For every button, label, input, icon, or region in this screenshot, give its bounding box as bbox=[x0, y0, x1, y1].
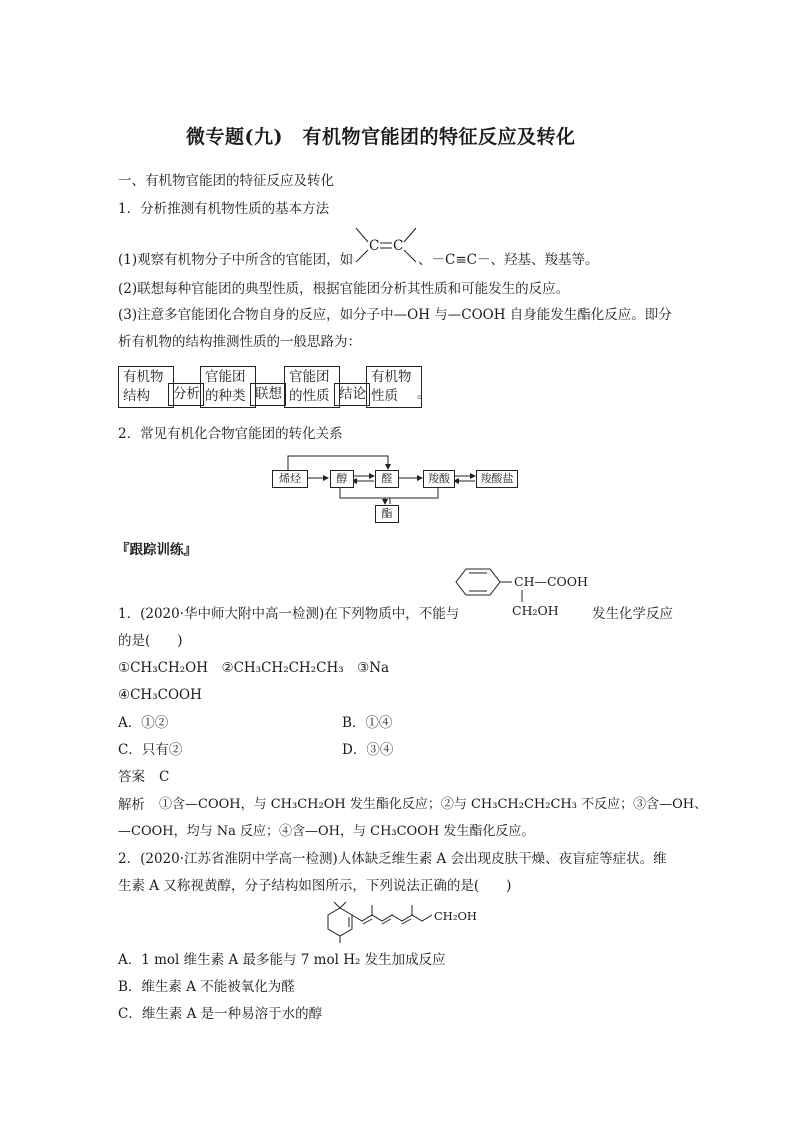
alkene-carbon-right: C bbox=[393, 238, 404, 254]
q1-stem-a: 1．(2020·华中师大附中高一检测)在下列物质中，不能与 bbox=[118, 606, 460, 622]
page-title: 微专题(九) 有机物官能团的特征反应及转化 bbox=[186, 126, 576, 148]
q2-choice-c: C．维生素 A 是一种易溶于水的醇 bbox=[118, 1006, 323, 1022]
flow-box-group-type bbox=[200, 366, 256, 408]
q1-choice-d: D．③④ bbox=[342, 742, 394, 758]
q1-options-1: ①CH₃CH₂OH ②CH₃CH₂CH₂CH₃ ③Na bbox=[118, 660, 390, 676]
alkene-carbon-left: C bbox=[369, 238, 380, 254]
line3b: 析有机物的结构推测性质的一般思路为： bbox=[118, 334, 361, 350]
flow-box-property bbox=[366, 366, 422, 408]
q1-stem-b: 发生化学反应 bbox=[592, 606, 673, 622]
node-salt: 羧酸盐 bbox=[476, 470, 518, 488]
benzene-ring-icon bbox=[455, 567, 501, 597]
line3a: (3)注意多官能团化合物自身的反应，如分子中—OH 与—COOH 自身能发生酯化反应。即分 bbox=[118, 307, 672, 323]
practice-heading bbox=[116, 541, 197, 559]
alkene-structure-icon bbox=[354, 226, 418, 266]
q1-stem-c: 的是( ) bbox=[118, 633, 183, 649]
practice-heading-text: 跟踪训练 bbox=[129, 542, 184, 558]
q1-choice-c: C．只有② bbox=[118, 742, 183, 758]
flow-box-property-l1: 有机物 bbox=[371, 369, 412, 385]
flow-box-group-type-l2: 的种类 bbox=[205, 388, 246, 404]
vitamin-a-structure-icon bbox=[318, 901, 438, 945]
flow-box-group-property-l2: 的性质 bbox=[289, 388, 330, 404]
q1-struct-top: CH—COOH bbox=[514, 574, 588, 589]
line2: (2)联想每种官能团的典型性质，根据官能团分析其性质和可能发生的反应。 bbox=[118, 281, 570, 297]
q2-struct-label: CH₂OH bbox=[434, 909, 477, 923]
bracket-open: 『 bbox=[116, 542, 130, 558]
flow-end-mark: 。 bbox=[417, 386, 431, 402]
section-heading: 一、有机物官能团的特征反应及转化 bbox=[118, 173, 334, 189]
flow-box-group-property-l1: 官能团 bbox=[289, 369, 330, 385]
flow-box-structure-l1: 有机物 bbox=[123, 369, 164, 385]
q1-analysis-label: 解析 bbox=[118, 797, 145, 813]
bracket-close: 』 bbox=[183, 542, 197, 558]
q2-stem-b: 生素 A 又称视黄醇，分子结构如图所示，下列说法正确的是( ) bbox=[118, 878, 512, 894]
q1-answer: C bbox=[159, 769, 170, 785]
q1-analysis-a: ①含—COOH，与 CH₃CH₂OH 发生酯化反应；②与 CH₃CH₂CH₂CH₃ 不反应；③含—OH、 bbox=[159, 797, 708, 812]
q2-choice-b: B．维生素 A 不能被氧化为醛 bbox=[118, 979, 295, 995]
flow-box-property-l2: 性质 bbox=[371, 388, 398, 404]
flow-label-associate: 联想 bbox=[250, 383, 286, 406]
flow-box-structure bbox=[118, 366, 174, 408]
flow-label-analyze: 分析 bbox=[168, 383, 204, 406]
node-aldehyde: 醛 bbox=[375, 470, 399, 488]
flow-box-group-property bbox=[284, 366, 340, 408]
node-ester: 酯 bbox=[375, 505, 399, 523]
q1-struct-bottom: CH₂OH bbox=[512, 603, 559, 618]
flow-label-conclude: 结论 bbox=[334, 383, 370, 406]
node-acid: 羧酸 bbox=[423, 470, 455, 488]
q1-bond-line bbox=[520, 590, 524, 602]
flow-box-group-type-l1: 官能团 bbox=[205, 369, 246, 385]
line1-suffix: 、－C≡C－、羟基、羧基等。 bbox=[418, 252, 599, 268]
item2-title: 2．常见有机化合物官能团的转化关系 bbox=[118, 426, 343, 442]
line1-prefix: (1)观察有机物分子中所含的官能团，如 bbox=[118, 252, 354, 268]
q1-options-2: ④CH₃COOH bbox=[118, 687, 202, 703]
q1-choice-b: B．①④ bbox=[342, 715, 393, 731]
node-alcohol: 醇 bbox=[330, 470, 354, 488]
node-alkene: 烯烃 bbox=[272, 470, 308, 488]
q1-analysis-b: —COOH，均与 Na 反应；④含—OH，与 CH₃COOH 发生酯化反应。 bbox=[118, 824, 535, 839]
flow-box-structure-l2: 结构 bbox=[123, 388, 150, 404]
q2-choice-a: A．1 mol 维生素 A 最多能与 7 mol H₂ 发生加成反应 bbox=[118, 952, 446, 968]
item1-title: 1．分析推测有机物性质的基本方法 bbox=[118, 201, 330, 217]
q1-answer-label: 答案 bbox=[118, 769, 145, 785]
q2-stem-a: 2．(2020·江苏省淮阴中学高一检测)人体缺乏维生素 A 会出现皮肤干燥、夜盲症等症状。维 bbox=[118, 851, 667, 867]
q1-choice-a: A．①② bbox=[118, 715, 169, 731]
